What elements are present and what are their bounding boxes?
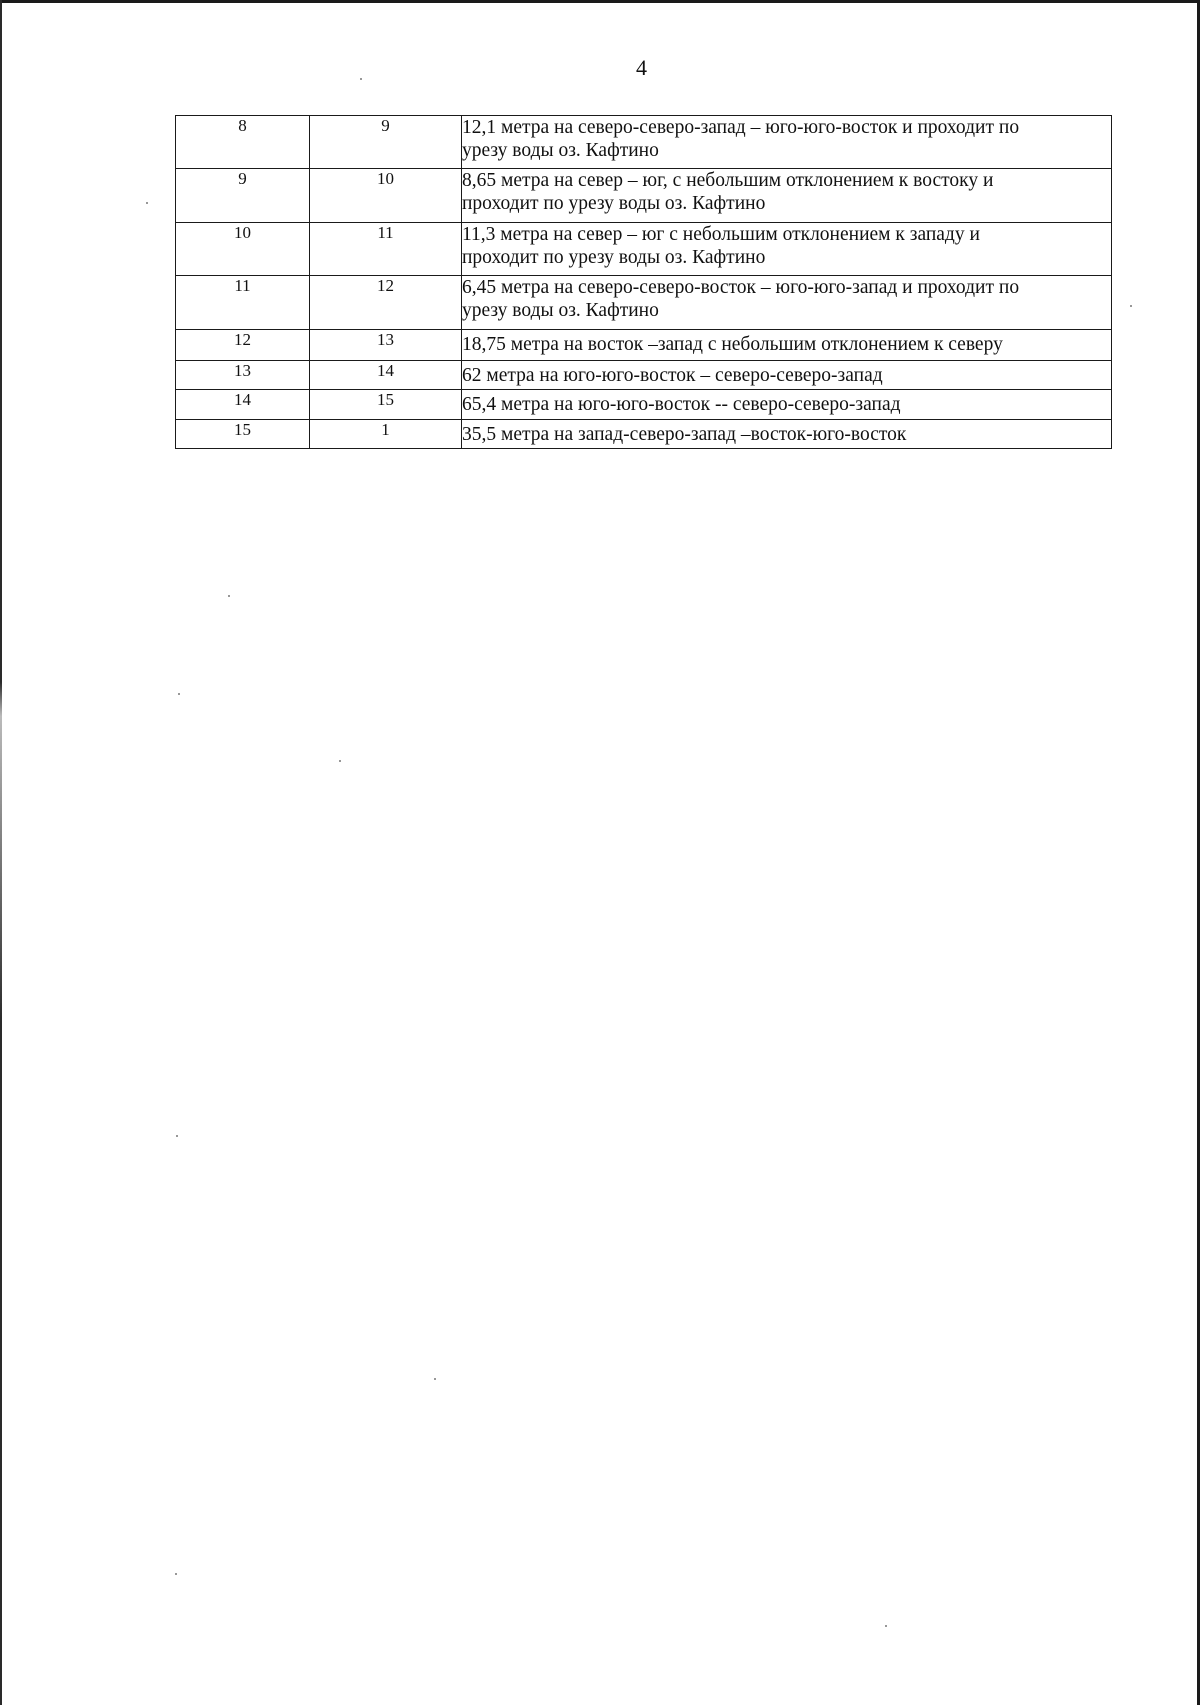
scan-edge-top: [0, 0, 1200, 3]
description-line: урезу воды оз. Кафтино: [462, 300, 659, 321]
table-row: [176, 361, 1112, 390]
scan-speck: [1130, 305, 1132, 307]
table-row: [176, 420, 1112, 449]
page-number: 4: [636, 55, 647, 80]
point-to: 11: [310, 223, 462, 276]
description-line: урезу воды оз. Кафтино: [462, 140, 659, 161]
point-to: 12: [310, 276, 462, 330]
description-line: 35,5 метра на запад-северо-запад –восток-юго-восток: [462, 424, 907, 445]
boundary-table: [175, 115, 1112, 449]
scan-speck: [176, 1135, 178, 1137]
table-row: [176, 169, 1112, 223]
description-line: 11,3 метра на север – юг с небольшим отклонением к западу и: [462, 224, 980, 245]
segment-description: [462, 169, 1112, 223]
segment-description: [462, 276, 1112, 330]
point-to: 14: [310, 361, 462, 390]
segment-description: [462, 361, 1112, 390]
segment-description: [462, 330, 1112, 361]
scan-speck: [175, 1573, 177, 1575]
scan-speck: [146, 202, 148, 204]
scan-speck: [178, 693, 180, 695]
table-row: [176, 390, 1112, 420]
table-row: [176, 223, 1112, 276]
scan-speck: [228, 595, 230, 597]
description-line: проходит по урезу воды оз. Кафтино: [462, 193, 766, 214]
scan-speck: [339, 760, 341, 762]
point-to: 9: [310, 116, 462, 169]
point-from: 13: [176, 361, 310, 390]
scan-edge-left: [0, 0, 2, 1705]
point-from: 10: [176, 223, 310, 276]
table-row: [176, 330, 1112, 361]
point-to: 15: [310, 390, 462, 420]
point-to: 10: [310, 169, 462, 223]
segment-description: [462, 223, 1112, 276]
point-from: 15: [176, 420, 310, 449]
segment-description: [462, 116, 1112, 169]
point-to: 13: [310, 330, 462, 361]
point-from: 8: [176, 116, 310, 169]
table-row: [176, 116, 1112, 169]
description-line: проходит по урезу воды оз. Кафтино: [462, 247, 766, 268]
description-line: 62 метра на юго-юго-восток – северо-северо-запад: [462, 365, 883, 386]
point-from: 11: [176, 276, 310, 330]
description-line: 65,4 метра на юго-юго-восток -- северо-северо-запад: [462, 394, 901, 415]
point-to: 1: [310, 420, 462, 449]
description-line: 8,65 метра на север – юг, с небольшим отклонением к востоку и: [462, 170, 994, 191]
segment-description: [462, 390, 1112, 420]
point-from: 9: [176, 169, 310, 223]
segment-description: [462, 420, 1112, 449]
description-line: 12,1 метра на северо-северо-запад – юго-юго-восток и проходит по: [462, 117, 1020, 138]
scan-speck: [434, 1378, 436, 1380]
point-from: 12: [176, 330, 310, 361]
description-line: 6,45 метра на северо-северо-восток – юго-юго-запад и проходит по: [462, 277, 1020, 298]
point-from: 14: [176, 390, 310, 420]
description-line: 18,75 метра на восток –запад с небольшим отклонением к северу: [462, 334, 1003, 355]
scan-speck: [360, 78, 362, 80]
table-row: [176, 276, 1112, 330]
scan-speck: [885, 1625, 887, 1627]
